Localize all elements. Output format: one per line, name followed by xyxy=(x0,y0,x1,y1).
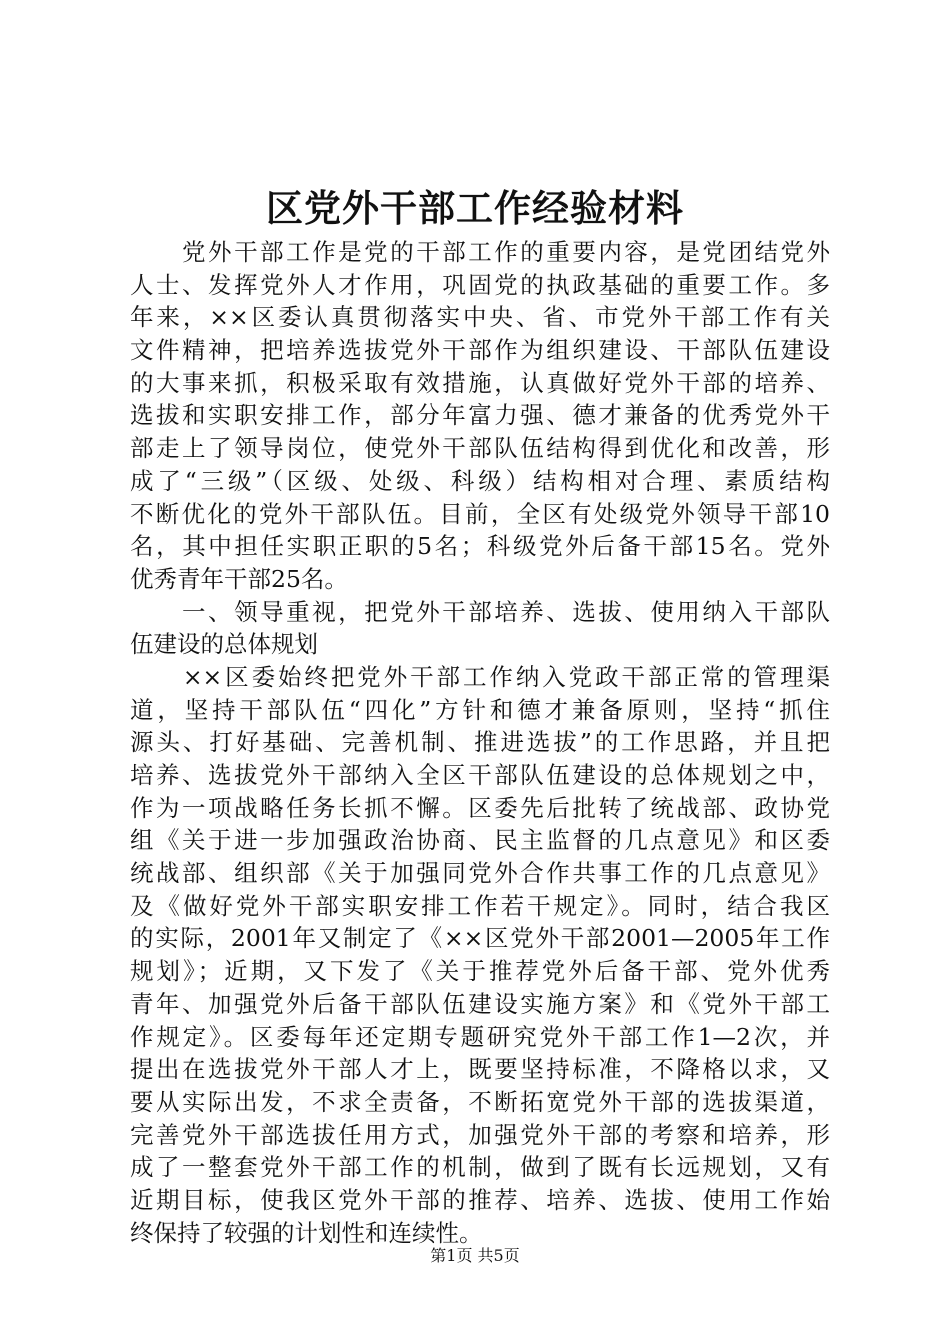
body-line: 成了一整套党外干部工作的机制，做到了既有长远规划，又有 xyxy=(130,1153,830,1182)
body-line: 名，其中担任实职正职的5名；科级党外后备干部15名。党外 xyxy=(130,532,830,561)
body-line: 要从实际出发，不求全责备，不断拓宽党外干部的选拔渠道， xyxy=(130,1087,830,1116)
body-line: 的大事来抓，积极采取有效措施，认真做好党外干部的培养、 xyxy=(130,368,830,397)
body-line: 统战部、组织部《关于加强同党外合作共事工作的几点意见》 xyxy=(130,859,830,888)
body-line: 源头、打好基础、完善机制、推进选拔”的工作思路，并且把 xyxy=(130,728,830,757)
body-line: 选拔和实职安排工作，部分年富力强、德才兼备的优秀党外干 xyxy=(130,401,830,430)
body-line: 规划》；近期，又下发了《关于推荐党外后备干部、党外优秀 xyxy=(130,957,830,986)
body-line: 一、领导重视，把党外干部培养、选拔、使用纳入干部队 xyxy=(130,597,830,626)
body-line: 及《做好党外干部实职安排工作若干规定》。同时，结合我区 xyxy=(130,891,830,920)
body-line: 人士、发挥党外人才作用，巩固党的执政基础的重要工作。多 xyxy=(130,270,830,299)
body-line: 终保持了较强的计划性和连续性。 xyxy=(130,1218,483,1247)
body-line: 伍建设的总体规划 xyxy=(130,630,318,659)
body-line: 组《关于进一步加强政治协商、民主监督的几点意见》和区委 xyxy=(130,826,830,855)
body-line: 不断优化的党外干部队伍。目前，全区有处级党外领导干部10 xyxy=(130,499,830,528)
body-line: 完善党外干部选拔任用方式，加强党外干部的考察和培养，形 xyxy=(130,1120,830,1149)
body-line: 青年、加强党外后备干部队伍建设实施方案》和《党外干部工 xyxy=(130,989,830,1018)
body-line: 优秀青年干部25名。 xyxy=(130,564,348,593)
body-line: 成了“三级”（区级、处级、科级）结构相对合理、素质结构 xyxy=(130,466,830,495)
body-line: 文件精神，把培养选拔党外干部作为组织建设、干部队伍建设 xyxy=(130,336,830,365)
body-line: 培养、选拔党外干部纳入全区干部队伍建设的总体规划之中， xyxy=(130,761,830,789)
body-line: 的实际，2001年又制定了《××区党外干部2001—2005年工作 xyxy=(130,924,830,953)
page-footer: 第1页 共5页 xyxy=(430,1246,520,1265)
body-line: 近期目标，使我区党外干部的推荐、培养、选拔、使用工作始 xyxy=(130,1185,830,1214)
body-line: ××区委始终把党外干部工作纳入党政干部正常的管理渠 xyxy=(130,662,830,691)
document-body xyxy=(130,236,830,1249)
body-line: 年来，××区委认真贯彻落实中央、省、市党外干部工作有关 xyxy=(130,303,830,332)
body-line: 部走上了领导岗位，使党外干部队伍结构得到优化和改善，形 xyxy=(130,434,830,463)
document-title: 区党外干部工作经验材料 xyxy=(266,186,684,230)
body-line: 道，坚持干部队伍“四化”方针和德才兼备原则，坚持“抓住 xyxy=(130,695,830,724)
body-line: 提出在选拔党外干部人才上，既要坚持标准，不降格以求，又 xyxy=(130,1055,830,1084)
body-line: 作为一项战略任务长抓不懈。区委先后批转了统战部、政协党 xyxy=(130,793,830,822)
body-line: 作规定》。区委每年还定期专题研究党外干部工作1—2次，并 xyxy=(130,1022,830,1051)
body-line: 党外干部工作是党的干部工作的重要内容，是党团结党外 xyxy=(130,238,830,266)
